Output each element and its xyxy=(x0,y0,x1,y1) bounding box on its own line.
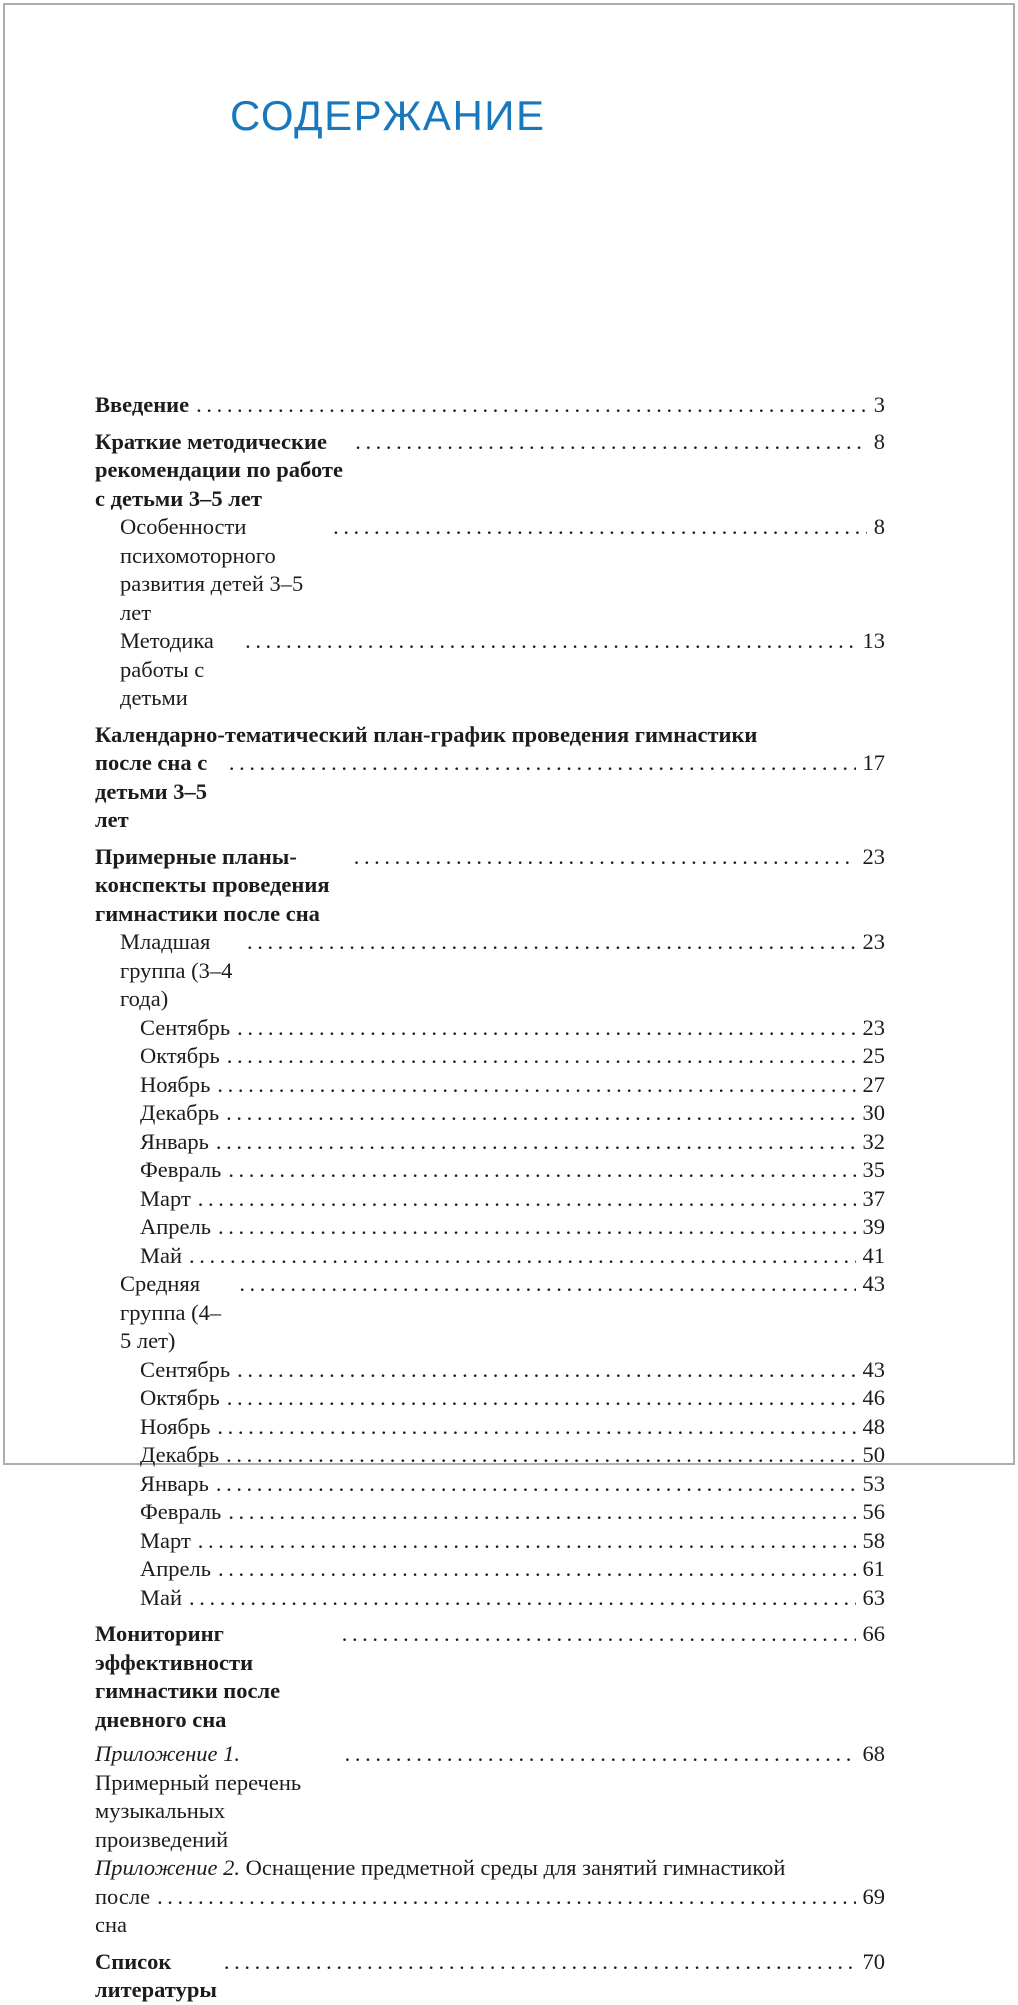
toc-entry xyxy=(95,1099,885,1128)
toc-entry xyxy=(95,1071,885,1100)
toc-entry-line xyxy=(95,749,885,835)
toc-entry-label: Январь xyxy=(140,1470,209,1496)
dot-leader xyxy=(333,513,867,542)
toc-entry-line xyxy=(95,721,885,750)
toc-entry-label: Особенности психомоторного развития детей 3–5 лет xyxy=(120,514,309,625)
toc-entry-label: Декабрь xyxy=(140,1100,220,1125)
dot-leader xyxy=(228,1156,855,1185)
toc-entry-label: Приложение 2. Оснащение предметной среды для занятий гимнастикой xyxy=(95,1855,786,1880)
toc-entry xyxy=(95,1555,885,1584)
toc-entry xyxy=(95,1441,885,1470)
toc-entry xyxy=(95,1213,885,1242)
toc-entry-line xyxy=(95,1584,885,1613)
toc-entry xyxy=(95,1470,885,1499)
toc-entry-page-number: 70 xyxy=(862,1948,885,1974)
dot-leader xyxy=(237,1014,855,1043)
dot-leader xyxy=(189,1242,855,1271)
toc-entry-page-number: 8 xyxy=(873,428,885,454)
toc-entry-page-number: 23 xyxy=(862,929,885,954)
toc-entry-label: Средняя группа (4–5 лет) xyxy=(120,1271,222,1353)
toc-entry-line xyxy=(95,1356,885,1385)
toc-entry-line xyxy=(95,1014,885,1043)
toc-entry-label: Список литературы xyxy=(95,1948,217,2002)
toc-entry-line xyxy=(95,1156,885,1185)
toc-entry-page-number: 23 xyxy=(862,843,885,869)
toc-entry-page-number: 61 xyxy=(862,1556,885,1581)
dot-leader xyxy=(342,1620,856,1649)
toc-entry-page-number: 39 xyxy=(862,1214,885,1239)
toc-entry-page-number: 69 xyxy=(862,1883,885,1909)
toc-entry-line xyxy=(95,1854,885,1883)
toc-entry-page-number: 63 xyxy=(862,1584,885,1610)
toc-entry xyxy=(95,1740,885,1854)
dot-leader xyxy=(217,1413,855,1442)
toc-entry xyxy=(95,1242,885,1271)
toc-entry-line xyxy=(95,1099,885,1128)
dot-leader xyxy=(229,749,856,778)
toc-entry-label: Март xyxy=(140,1527,191,1553)
toc-entry xyxy=(95,1584,885,1613)
toc-entry-line xyxy=(95,627,885,713)
toc-entry-page-number: 3 xyxy=(873,392,885,417)
dot-leader xyxy=(245,627,855,656)
toc-entry-page-number: 58 xyxy=(862,1527,885,1553)
dot-leader xyxy=(227,1042,856,1071)
toc-entry-label: Октябрь xyxy=(140,1043,220,1068)
toc-entry-line xyxy=(95,1042,885,1071)
toc-entry xyxy=(95,1620,885,1734)
dot-leader xyxy=(227,1384,856,1413)
dot-leader xyxy=(157,1883,855,1912)
toc-entry-line xyxy=(95,1740,885,1854)
toc-entry-line xyxy=(95,1213,885,1242)
toc-entry-label: Апрель xyxy=(140,1556,212,1581)
dot-leader xyxy=(196,391,867,420)
toc-entry-label: Февраль xyxy=(140,1157,222,1182)
dot-leader xyxy=(189,1584,855,1613)
toc-entry-line xyxy=(95,1441,885,1470)
toc-entry-line xyxy=(95,928,885,1014)
toc-entry-label: Введение xyxy=(95,392,190,417)
dot-leader xyxy=(226,1099,855,1128)
toc-entry-line xyxy=(95,1270,885,1356)
toc-entry xyxy=(95,843,885,929)
dot-leader xyxy=(216,1128,856,1157)
toc-entry-page-number: 30 xyxy=(862,1100,885,1125)
toc-entry-label: Примерные планы-конспекты проведения гимнастики после сна xyxy=(95,843,336,926)
toc-entry-line xyxy=(95,1555,885,1584)
toc-entry-line xyxy=(95,513,885,627)
toc-entry-label: Май xyxy=(140,1584,183,1610)
toc-entry-page-number: 25 xyxy=(862,1043,885,1068)
toc-entry xyxy=(95,1384,885,1413)
toc-entry xyxy=(95,627,885,713)
toc-entry-label: Апрель xyxy=(140,1214,212,1239)
toc-entry-label: Младшая группа (3–4 года) xyxy=(120,929,238,1011)
toc-entry-line xyxy=(95,1413,885,1442)
toc-entry-page-number: 50 xyxy=(862,1442,885,1467)
dot-leader xyxy=(198,1185,856,1214)
toc-entry-page-number: 27 xyxy=(862,1071,885,1097)
dot-leader xyxy=(198,1527,856,1556)
toc-entry-label: Приложение 1. Примерный перечень музыкальных произведений xyxy=(95,1741,307,1852)
toc-entry-label: Методика работы с детьми xyxy=(120,628,220,710)
dot-leader xyxy=(218,1555,855,1584)
toc-entry xyxy=(95,1413,885,1442)
toc-entry-line xyxy=(95,1527,885,1556)
toc-entry-page-number: 35 xyxy=(862,1157,885,1182)
toc-entry-line xyxy=(95,1242,885,1271)
toc-entry xyxy=(95,1014,885,1043)
toc-entry xyxy=(95,1042,885,1071)
toc-entry xyxy=(95,513,885,627)
toc-entry xyxy=(95,1948,885,2005)
toc-entry-page-number: 43 xyxy=(862,1271,885,1296)
toc-entry-line xyxy=(95,1498,885,1527)
toc-entry-label: Январь xyxy=(140,1128,209,1154)
toc-entry-label: Декабрь xyxy=(140,1442,220,1467)
dot-leader xyxy=(226,1441,855,1470)
toc-entry-label: Краткие методические рекомендации по работе с детьми 3–5 лет xyxy=(95,428,349,511)
dot-leader xyxy=(217,1071,855,1100)
page-title: СОДЕРЖАНИЕ xyxy=(230,92,546,139)
toc-entry-label: Май xyxy=(140,1242,183,1268)
dot-leader xyxy=(218,1213,855,1242)
toc-entry xyxy=(95,1498,885,1527)
toc-entry-label: Сентябрь xyxy=(140,1356,231,1382)
toc-entry-line xyxy=(95,1470,885,1499)
toc-entry-italic-prefix: Приложение 2. xyxy=(95,1855,241,1880)
toc-entry-line xyxy=(95,1128,885,1157)
toc-entry xyxy=(95,1270,885,1356)
toc-entry-label: Ноябрь xyxy=(140,1413,211,1439)
toc-entry-page-number: 37 xyxy=(862,1185,885,1211)
dot-leader xyxy=(355,428,867,457)
toc-entry-line xyxy=(95,1948,885,2005)
toc-entry-line xyxy=(95,1620,885,1734)
dot-leader xyxy=(345,1740,856,1769)
toc-entry-page-number: 48 xyxy=(862,1413,885,1439)
toc-entry-page-number: 23 xyxy=(862,1014,885,1040)
toc-entry-page-number: 46 xyxy=(862,1385,885,1410)
toc-entry xyxy=(95,391,885,420)
toc-entry-label: Сентябрь xyxy=(140,1014,231,1040)
dot-leader xyxy=(247,928,856,957)
toc-entry xyxy=(95,721,885,835)
toc-entry-label: Мониторинг эффективности гимнастики после дневного сна xyxy=(95,1621,286,1732)
toc-entry-line xyxy=(95,391,885,420)
toc-entry xyxy=(95,1185,885,1214)
toc-entry-page-number: 13 xyxy=(862,628,885,653)
dot-leader xyxy=(224,1948,856,1977)
dot-leader xyxy=(239,1270,855,1299)
dot-leader xyxy=(237,1356,855,1385)
toc-entry-italic-prefix: Приложение 1. xyxy=(95,1741,241,1766)
table-of-contents xyxy=(95,391,885,2005)
toc-entry-page-number: 32 xyxy=(862,1128,885,1154)
toc-entry xyxy=(95,1128,885,1157)
toc-entry-label: Ноябрь xyxy=(140,1071,211,1097)
toc-entry-line xyxy=(95,1071,885,1100)
toc-entry-page-number: 66 xyxy=(862,1621,885,1646)
toc-entry-page-number: 68 xyxy=(862,1741,885,1766)
toc-entry xyxy=(95,1356,885,1385)
toc-entry-page-number: 41 xyxy=(862,1242,885,1268)
dot-leader xyxy=(216,1470,856,1499)
toc-entry-label: Октябрь xyxy=(140,1385,220,1410)
dot-leader xyxy=(354,843,856,872)
toc-entry-line xyxy=(95,843,885,929)
toc-entry-page-number: 56 xyxy=(862,1499,885,1524)
toc-entry-page-number: 53 xyxy=(862,1470,885,1496)
toc-entry xyxy=(95,428,885,514)
toc-entry-page-number: 43 xyxy=(862,1356,885,1382)
toc-entry xyxy=(95,1156,885,1185)
toc-entry-page-number: 17 xyxy=(862,750,885,775)
toc-entry xyxy=(95,928,885,1014)
toc-entry xyxy=(95,1527,885,1556)
toc-entry-label: Февраль xyxy=(140,1499,222,1524)
toc-entry-line xyxy=(95,1883,885,1940)
dot-leader xyxy=(228,1498,855,1527)
toc-entry-label: Март xyxy=(140,1185,191,1211)
toc-entry-label: после сна с детьми 3–5 лет xyxy=(95,750,213,832)
toc-entry-line xyxy=(95,428,885,514)
toc-entry-line xyxy=(95,1185,885,1214)
toc-entry xyxy=(95,1854,885,1940)
toc-entry-label: Календарно-тематический план-график проведения гимнастики xyxy=(95,721,758,747)
toc-entry-page-number: 8 xyxy=(873,514,885,539)
toc-entry-label: после сна xyxy=(95,1883,156,1937)
toc-entry-line xyxy=(95,1384,885,1413)
